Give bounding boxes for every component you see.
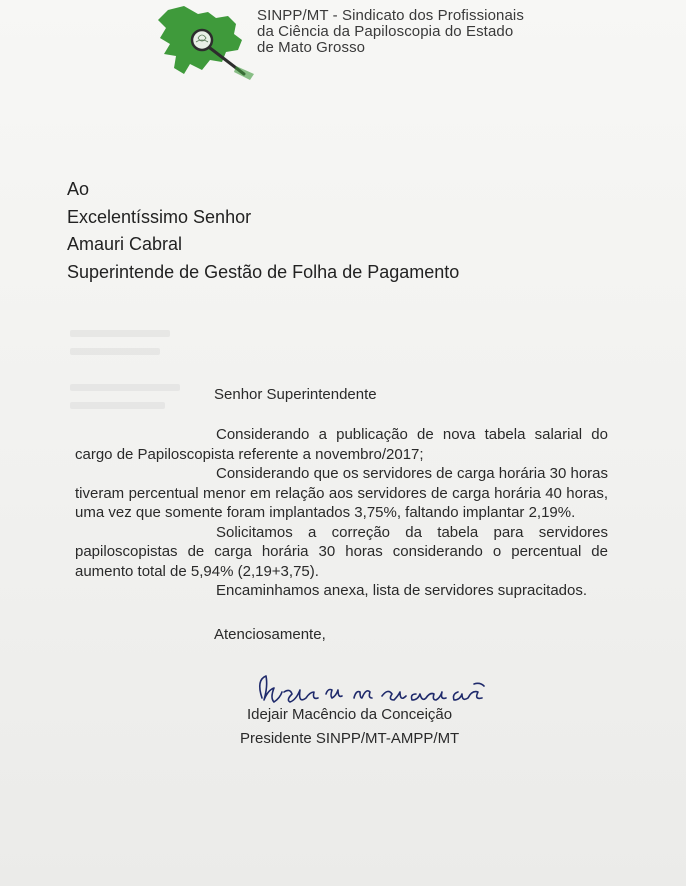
- recipient-block: [67, 176, 459, 286]
- closing: Atenciosamente,: [214, 626, 326, 643]
- signer-title: Presidente SINPP/MT-AMPP/MT: [240, 730, 460, 747]
- recipient-line-4: Superintende de Gestão de Folha de Pagamento: [67, 261, 460, 282]
- recipient-line-1: Ao: [67, 179, 90, 199]
- paragraph-1: Considerando a publicação de nova tabela salarial do cargo de Papiloscopista referente a novembro/2017;: [75, 426, 608, 463]
- letter-body: [75, 425, 608, 601]
- salutation: Senhor Superintendente: [214, 386, 377, 403]
- paragraph-4: Encaminhamos anexa, lista de servidores supracitados.: [216, 582, 588, 599]
- show-through-text: [70, 330, 190, 420]
- paragraph-3: Solicitamos a correção da tabela para servidores papiloscopistas de carga horária 30 horas considerando o percentual de aumento total de 5,94% (2,19+3,75).: [75, 523, 608, 580]
- org-name: [257, 8, 557, 56]
- org-name-line-2: da Ciência da Papiloscopia do Estado: [257, 23, 514, 40]
- org-name-line-1: SINPP/MT - Sindicato dos Profissionais: [257, 7, 524, 24]
- recipient-line-2: Excelentíssimo Senhor: [67, 206, 252, 227]
- sinpp-logo-icon: [150, 4, 260, 86]
- recipient-line-3: Amauri Cabral: [67, 234, 183, 254]
- org-name-line-3: de Mato Grosso: [257, 39, 366, 56]
- paragraph-2: Considerando que os servidores de carga horária 30 horas tiveram percentual menor em relação aos servidores de carga horária 40 horas, uma vez que somente foram implantados 3,75%, faltando implantar 2,19%.: [75, 465, 608, 521]
- signer-name: Idejair Macêncio da Conceição: [247, 706, 453, 723]
